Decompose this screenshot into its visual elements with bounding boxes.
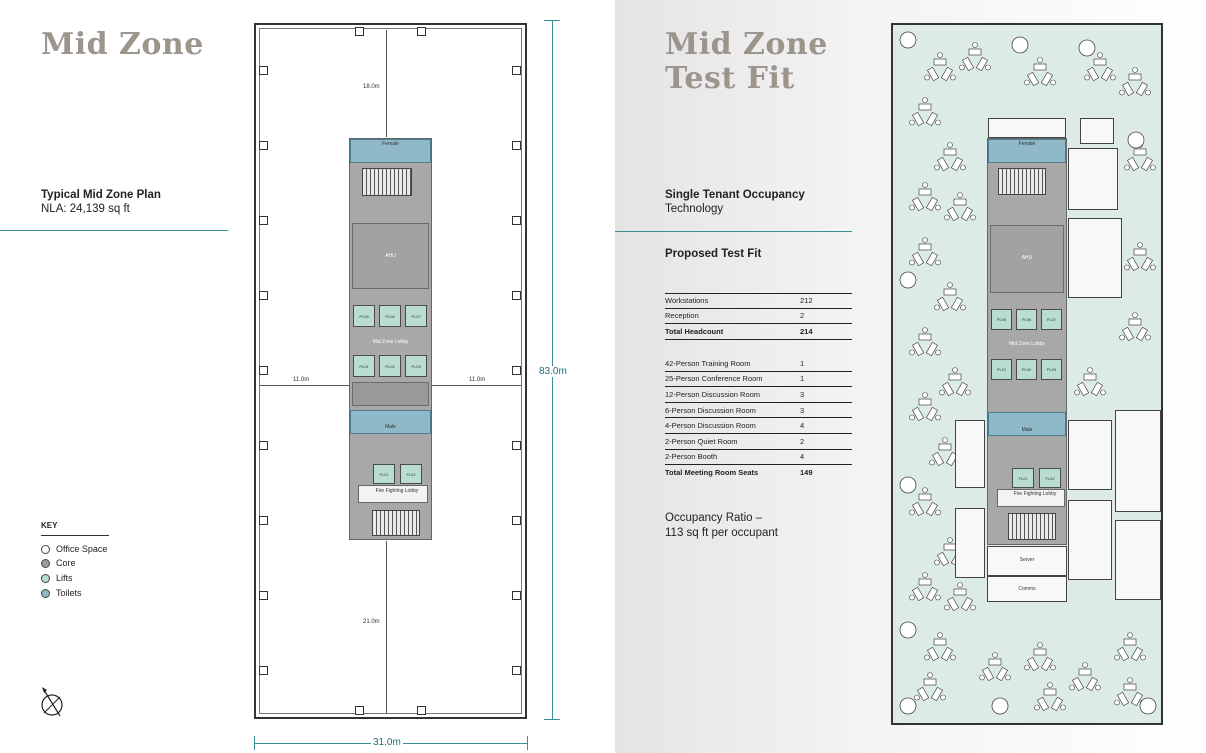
round-table <box>1128 132 1144 148</box>
lift: FL01 <box>1012 468 1034 488</box>
round-table <box>1140 698 1156 714</box>
lift: PL05 <box>353 305 375 327</box>
workstation-cluster <box>910 183 941 211</box>
row-label: 25-Person Conference Room <box>665 374 763 384</box>
lift: PL02 <box>379 355 401 377</box>
ahu-label: AHU <box>385 253 396 259</box>
round-table <box>900 698 916 714</box>
dim-height: 83.0m <box>539 366 567 377</box>
row-label: Total Headcount <box>665 326 724 336</box>
discussion-room <box>1068 500 1112 580</box>
workstation-cluster <box>910 238 941 266</box>
workstation-cluster <box>1085 53 1116 81</box>
row-value: 3 <box>800 389 805 399</box>
sector: Technology <box>665 203 724 215</box>
workstation-cluster <box>915 673 946 701</box>
row-label: Reception <box>665 311 699 321</box>
lift: PL06 <box>379 305 401 327</box>
row-value: 212 <box>800 296 813 306</box>
lift: PL03 <box>1041 359 1062 380</box>
row-value: 4 <box>800 452 805 462</box>
row-value: 1 <box>800 374 805 384</box>
page-title: Mid Zone <box>41 27 204 62</box>
lift: PL01 <box>353 355 375 377</box>
round-table <box>1079 40 1095 56</box>
discussion-room <box>1068 420 1112 490</box>
workstation-cluster <box>910 98 941 126</box>
row-value: 149 <box>800 468 813 478</box>
workstation-cluster <box>910 488 941 516</box>
discussion-room <box>955 420 985 488</box>
server-label: Server <box>1019 557 1035 563</box>
row-label: Workstations <box>665 296 709 306</box>
round-table <box>900 32 916 48</box>
lift: FL02 <box>1039 468 1061 488</box>
workstation-cluster <box>925 633 956 661</box>
occupancy-ratio-line2: 113 sq ft per occupant <box>665 527 778 539</box>
round-table <box>1012 37 1028 53</box>
lift: PL06 <box>1016 309 1037 330</box>
workstation-cluster <box>1115 678 1146 706</box>
round-table <box>900 622 916 638</box>
row-value: 2 <box>800 436 805 446</box>
round-table <box>900 477 916 493</box>
key-title: KEY <box>41 521 58 530</box>
lift: PL01 <box>991 359 1012 380</box>
stairs <box>998 168 1046 195</box>
row-label: 2-Person Booth <box>665 452 718 462</box>
nla-text: NLA: 24,139 sq ft <box>41 203 130 215</box>
male-label: Male <box>385 424 396 430</box>
row-value: 3 <box>800 405 805 415</box>
lift: FL01 <box>373 464 395 484</box>
workstation-cluster <box>910 328 941 356</box>
quiet-rooms <box>988 118 1066 138</box>
dim-top: 18.0m <box>363 84 380 90</box>
workstation-cluster <box>1070 663 1101 691</box>
row-value: 214 <box>800 326 813 336</box>
workstation-cluster <box>910 573 941 601</box>
workstation-cluster <box>945 193 976 221</box>
male-label: Male <box>1021 427 1033 433</box>
workstation-cluster <box>910 393 941 421</box>
lobby-label: Mid Zone Lobby <box>372 339 409 345</box>
row-label: 42-Person Training Room <box>665 358 751 368</box>
key-label: Core <box>56 558 76 568</box>
round-table <box>992 698 1008 714</box>
lift: PL07 <box>1041 309 1062 330</box>
dim-bottom: 21.0m <box>363 619 380 625</box>
row-value: 4 <box>800 421 805 431</box>
workstation-cluster <box>1035 683 1066 711</box>
training-room <box>1068 218 1122 298</box>
lobby-label: Mid Zone Lobby <box>1009 341 1045 347</box>
dim-width: 31.0m <box>373 737 401 748</box>
plan-title: Typical Mid Zone Plan <box>41 189 161 201</box>
workstation-cluster <box>945 583 976 611</box>
workstation-cluster <box>1075 368 1106 396</box>
row-label: 6-Person Discussion Room <box>665 405 756 415</box>
discussion-room <box>1115 520 1161 600</box>
discussion-room <box>1068 148 1118 210</box>
test-fit-title-2: Test Fit <box>665 61 795 96</box>
workstation-cluster <box>980 653 1011 681</box>
booth <box>1080 118 1114 144</box>
dim-left: 11.0m <box>293 377 310 383</box>
workstation-cluster <box>1120 68 1151 96</box>
proposed-heading: Proposed Test Fit <box>665 248 762 260</box>
row-label: 2-Person Quiet Room <box>665 436 738 446</box>
discussion-room <box>955 508 985 578</box>
workstation-cluster <box>940 368 971 396</box>
key-label: Lifts <box>56 573 73 583</box>
occupancy-ratio-line1: Occupancy Ratio – <box>665 512 763 524</box>
round-table <box>900 272 916 288</box>
key-label: Office Space <box>56 544 108 554</box>
row-label: 12-Person Discussion Room <box>665 389 761 399</box>
row-label: Total Meeting Room Seats <box>665 468 759 478</box>
workstation-cluster <box>1025 58 1056 86</box>
lift: PL02 <box>1016 359 1037 380</box>
conference-room <box>1115 410 1161 512</box>
workstation-cluster <box>925 53 956 81</box>
comms-label: Comms <box>1018 586 1036 592</box>
firefighting-label: Fire Fighting Lobby <box>375 488 419 494</box>
lift: FL02 <box>400 464 422 484</box>
workstation-cluster <box>960 43 991 71</box>
female-label: Female <box>382 141 399 147</box>
workstation-cluster <box>935 283 966 311</box>
test-fit-title-1: Mid Zone <box>665 27 828 62</box>
dim-right: 11.0m <box>469 377 486 383</box>
lift: PL05 <box>991 309 1012 330</box>
workstation-cluster <box>935 143 966 171</box>
row-label: 4-Person Discussion Room <box>665 421 756 431</box>
occupancy-type: Single Tenant Occupancy <box>665 189 805 201</box>
stairs <box>1008 513 1056 540</box>
workstation-cluster <box>1120 313 1151 341</box>
key-label: Toilets <box>56 588 82 598</box>
female-label: Female <box>1018 141 1036 147</box>
workstation-cluster <box>1115 633 1146 661</box>
firefighting-label: Fire Fighting Lobby <box>1013 491 1057 497</box>
ahu-label: AHU <box>1021 255 1033 261</box>
workstation-cluster <box>1025 643 1056 671</box>
lift: PL07 <box>405 305 427 327</box>
row-value: 2 <box>800 311 805 321</box>
lift: PL03 <box>405 355 427 377</box>
row-value: 1 <box>800 358 805 368</box>
workstation-cluster <box>1125 243 1156 271</box>
